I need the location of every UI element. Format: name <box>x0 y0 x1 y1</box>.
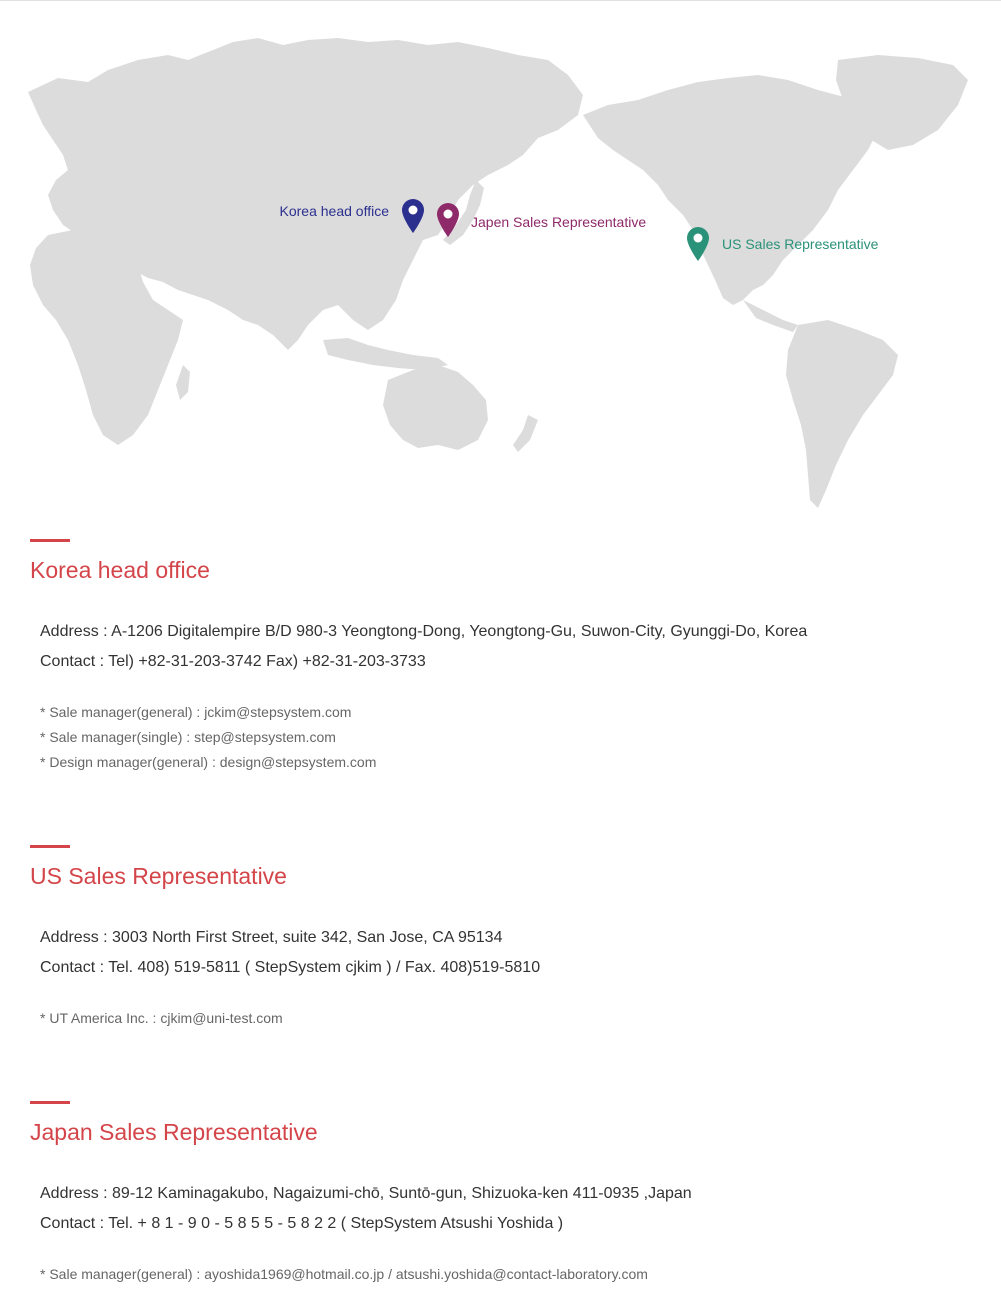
note-item: * Sale manager(general) : jckim@stepsystem.com <box>40 704 352 720</box>
section-japan <box>0 1101 1001 1301</box>
section-accent-bar <box>30 1101 70 1104</box>
map-pin-dot <box>409 206 418 215</box>
section-title: Korea head office <box>30 557 210 583</box>
contact-text: Contact : Tel. 408) 519-5811 ( StepSystem cjkim ) / Fax. 408)519-5810 <box>40 959 541 976</box>
note-item: * Sale manager(general) : ayoshida1969@hotmail.co.jp / atsushi.yoshida@contact-laboratory.com <box>40 1266 648 1282</box>
address-text: Address : 89-12 Kaminagakubo, Nagaizumi-chō, Suntō-gun, Shizuoka-ken 411-0935 ,Japan <box>40 1185 692 1202</box>
landmasses <box>28 38 968 508</box>
map-pin-dot <box>694 234 703 243</box>
section-accent-bar <box>30 845 70 848</box>
marker-korea-label: Korea head office <box>279 203 389 219</box>
new-zealand-shape <box>513 415 538 452</box>
section-accent-bar <box>30 539 70 542</box>
contact-text: Contact : Tel) +82-31-203-3742 Fax) +82-31-203-3733 <box>40 653 426 670</box>
note-item: * Sale manager(single) : step@stepsystem.com <box>40 729 336 745</box>
indonesia-shape <box>323 338 448 370</box>
marker-us-label: US Sales Representative <box>722 236 879 252</box>
note-item: * Design manager(general) : design@stepsystem.com <box>40 754 377 770</box>
contact-text: Contact : Tel. + 8 1 - 9 0 - 5 8 5 5 - 5 8 2 2 ( StepSystem Atsushi Yoshida ) <box>40 1215 564 1232</box>
address-text: Address : A-1206 Digitalempire B/D 980-3 Yeongtong-Dong, Yeongtong-Gu, Suwon-City, Gyunggi-Do, Korea <box>40 623 808 640</box>
north-america-shape <box>583 75 878 305</box>
top-divider <box>0 0 1001 1</box>
section-korea <box>0 539 1001 779</box>
note-item: * UT America Inc. : cjkim@uni-test.com <box>40 1010 283 1026</box>
central-america-shape <box>743 300 798 332</box>
section-title: Japan Sales Representative <box>30 1119 318 1145</box>
section-title: US Sales Representative <box>30 863 287 889</box>
madagascar-shape <box>176 365 190 400</box>
australia-shape <box>383 365 488 450</box>
marker-japan-label: Japen Sales Representative <box>471 214 647 230</box>
map-pin-dot <box>444 210 453 219</box>
address-text: Address : 3003 North First Street, suite 342, San Jose, CA 95134 <box>40 929 503 946</box>
world-map-graphic <box>18 20 978 510</box>
south-america-shape <box>786 320 898 508</box>
section-us <box>0 845 1001 1045</box>
world-map <box>18 20 978 510</box>
